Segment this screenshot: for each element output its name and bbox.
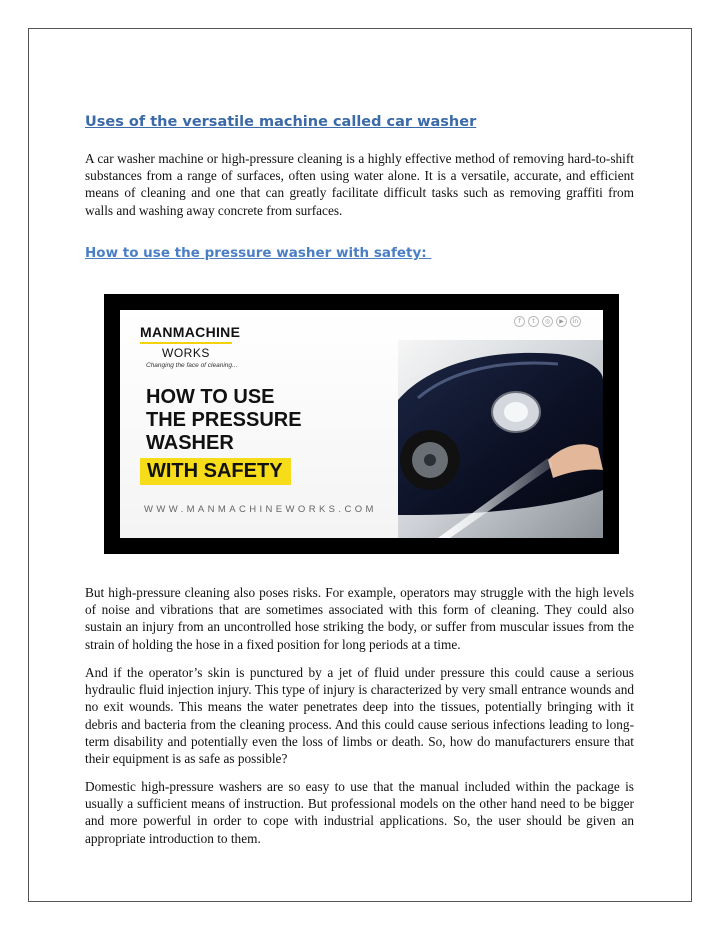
banner-content [120,310,603,538]
banner-headline-3: WASHER [146,432,234,454]
car-headlight-lens [504,402,528,422]
intro-paragraph: A car washer machine or high-pressure cleaning is a highly effective method of removing hard-to-shift substances from a range of surfaces, often using water alone. It is a versatile, accurate, and efficient means of cleaning and one that can greatly facilitate difficult tasks such as removing graffiti from walls and washing away concrete from surfaces. [85,151,634,218]
injury-paragraph: And if the operator’s skin is punctured by a jet of fluid under pressure this could cause a serious hydraulic fluid injection injury. This type of injury is characterized by very small entrance wounds and no exit wounds. This means the water penetrates deep into the tissues, potentially bringing with it debris and bacteria from the cleaning process. And this could cause serious infections leading to long-term disability and potentially even the loss of limbs or death. So, how do manufacturers ensure that their equipment is as safe as possible? [85,665,634,767]
brand-logo-line1: MANMACHINE [140,324,241,340]
banner-headline-1: HOW TO USE [146,386,275,408]
youtube-icon[interactable]: ▶ [556,316,567,327]
brand-logo-underline [140,342,232,344]
article-title: Uses of the versatile machine called car washer [85,114,477,130]
linkedin-icon[interactable]: in [570,316,581,327]
banner-headline-highlight: WITH SAFETY [140,458,291,485]
car-wash-photo [398,340,603,538]
section-heading-safety: How to use the pressure washer with safety: [85,245,432,261]
brand-logo-line2: WORKS [162,346,210,360]
instruction-paragraph: Domestic high-pressure washers are so easy to use that the manual included within the package is usually a sufficient means of instruction. But professional models on the other hand need to be bigger and more powerful in order to cope with industrial applications. So, the user should be given an appropriate introduction to them. [85,779,634,846]
banner-url: WWW.MANMACHINEWORKS.COM [144,504,377,515]
instagram-icon[interactable]: ◎ [542,316,553,327]
facebook-icon[interactable]: f [514,316,525,327]
risks-paragraph: But high-pressure cleaning also poses risks. For example, operators may struggle with the high levels of noise and vibrations that are sometimes associated with this form of cleaning. They could also sustain an injury from an uncontrolled hose striking the body, or suffer from muscular issues from the strain of holding the hose in a fixed position for long periods at a time. [85,585,634,652]
banner-headline-2: THE PRESSURE [146,409,302,431]
social-links [514,316,581,327]
banner-image [104,294,619,554]
brand-tagline: Changing the face of cleaning... [146,362,238,369]
twitter-icon[interactable]: t [528,316,539,327]
